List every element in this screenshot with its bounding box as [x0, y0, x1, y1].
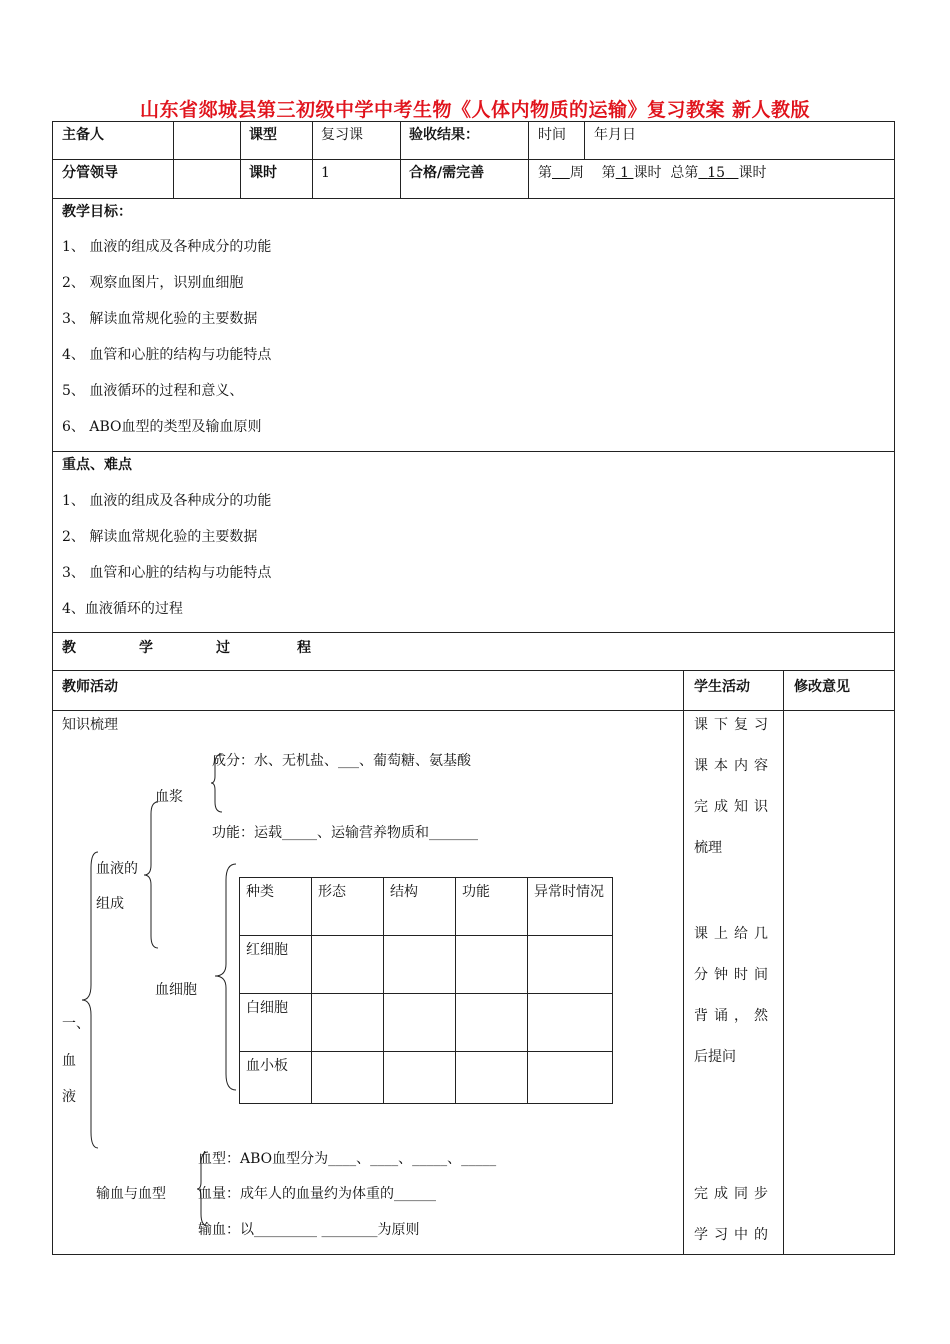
plasma-components: 成分：水、无机盐、___、葡萄糖、氨基酸 [212, 753, 471, 769]
objective-item: 3、 解读血常规化验的主要数据 [62, 311, 258, 327]
week-info: 第 周 第 1 课时 总第 15 课时 [538, 165, 767, 181]
table-cell: 白细胞 [240, 994, 312, 1052]
key-points-heading: 重点、难点 [62, 457, 132, 473]
plasma-function: 功能：运载_____、运输营养物质和_______ [212, 825, 478, 841]
objective-item: 2、 观察血图片，识别血细胞 [62, 275, 244, 291]
lesson-type-value: 复习课 [321, 127, 363, 143]
process-heading-3: 过 [216, 640, 230, 656]
blood-cell-table [239, 877, 613, 1104]
blood-volume-line: 血量：成年人的血量约为体重的______ [198, 1186, 436, 1202]
student-activity-block-2: 课上给几 分钟时间 背诵，然 后提问 [694, 926, 774, 1065]
key-point-item: 1、 血液的组成及各种成分的功能 [62, 493, 272, 509]
composition-brace [142, 800, 160, 950]
key-point-item: 2、 解读血常规化验的主要数据 [62, 529, 258, 545]
table-cell [312, 1052, 384, 1104]
table-header-cell: 种类 [240, 878, 312, 936]
student-activity-block-1: 课下复习 课本内容 完成知识 梳理 [694, 717, 774, 856]
objective-item: 4、 血管和心脏的结构与功能特点 [62, 347, 272, 363]
time-value: 年月日 [594, 127, 636, 143]
objective-item: 6、 ABO血型的类型及输血原则 [62, 419, 262, 435]
plasma-label: 血浆 [155, 789, 183, 805]
table-cell [384, 1052, 456, 1104]
lesson-hours-label: 课时 [249, 165, 277, 181]
table-cell [528, 1052, 613, 1104]
section-number: 一、 [62, 1016, 90, 1032]
pass-label: 合格/需完善 [409, 165, 485, 181]
table-row [240, 994, 613, 1052]
student-activity-block-3: 完成同步 学习中的 [694, 1186, 774, 1243]
blood-type-line: 血型：ABO血型分为____、____、_____、_____ [198, 1151, 497, 1167]
lesson-type-label: 课型 [249, 127, 277, 143]
table-cell [384, 936, 456, 994]
teacher-activity-header: 教师活动 [62, 679, 118, 695]
document-title: 山东省郯城县第三初级中学中考生物《人体内物质的运输》复习教案 新人教版 [139, 99, 811, 121]
table-header-cell: 功能 [456, 878, 528, 936]
key-point-item: 4、血液循环的过程 [62, 601, 183, 617]
table-cell [456, 1052, 528, 1104]
table-cell [384, 994, 456, 1052]
process-heading-2: 学 [139, 640, 153, 656]
process-heading-1: 教 [62, 640, 76, 656]
table-header-cell: 结构 [384, 878, 456, 936]
table-cell [312, 994, 384, 1052]
objectives-heading: 教学目标： [62, 204, 132, 220]
transfusion-line: 输血：以_________ ________为原则 [198, 1222, 420, 1238]
table-cell: 红细胞 [240, 936, 312, 994]
lesson-hours-value: 1 [321, 165, 330, 181]
objective-item: 5、 血液循环的过程和意义、 [62, 383, 244, 399]
table-cell [456, 936, 528, 994]
table-row [240, 1052, 613, 1104]
main-preparer-label: 主备人 [62, 127, 104, 143]
time-label: 时间 [538, 127, 566, 143]
transfusion-label: 输血与血型 [96, 1186, 166, 1202]
table-cell [456, 994, 528, 1052]
table-cell [312, 936, 384, 994]
blood-composition-2: 组成 [96, 896, 124, 912]
section-blood-1: 血 [62, 1053, 76, 1069]
leader-label: 分管领导 [62, 165, 118, 181]
table-row [240, 936, 613, 994]
table-header-cell: 形态 [312, 878, 384, 936]
blood-cells-brace [212, 862, 238, 1092]
student-activity-header: 学生活动 [694, 679, 750, 695]
key-point-item: 3、 血管和心脏的结构与功能特点 [62, 565, 272, 581]
knowledge-heading: 知识梳理 [62, 717, 118, 733]
table-cell [528, 994, 613, 1052]
blood-cells-label: 血细胞 [155, 982, 197, 998]
plasma-brace [210, 752, 224, 814]
section-blood-2: 液 [62, 1089, 76, 1105]
revision-header: 修改意见 [794, 679, 850, 695]
check-result-label: 验收结果： [409, 127, 479, 143]
table-cell: 血小板 [240, 1052, 312, 1104]
table-header-cell: 异常时情况 [528, 878, 613, 936]
process-heading-4: 程 [297, 640, 311, 656]
blood-section-brace [80, 850, 100, 1150]
blood-composition-1: 血液的 [96, 861, 138, 877]
objective-item: 1、 血液的组成及各种成分的功能 [62, 239, 272, 255]
table-cell [528, 936, 613, 994]
